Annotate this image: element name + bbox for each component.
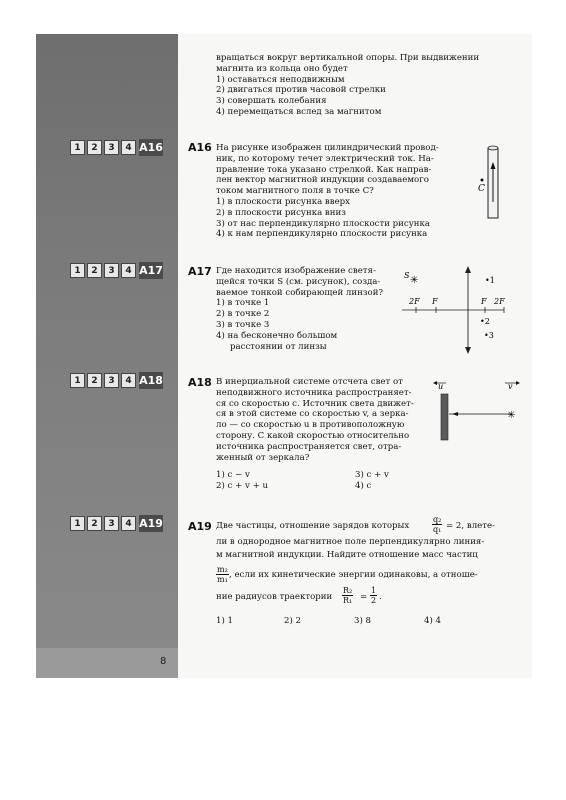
source-label: S: [404, 271, 410, 280]
a19-line-3: м магнитной индукции. Найдите отношение масс частиц: [216, 550, 478, 560]
answer-tab[interactable]: 1: [70, 263, 85, 278]
a18-options-right: [355, 470, 389, 492]
label-2f-right: 2F: [494, 297, 505, 306]
question-line: ся в этой системе со скоростью v, а зерка-: [216, 409, 409, 420]
a18-mirror-figure: [432, 380, 522, 442]
question-line: ся со скоростью c. Источник света движет-: [216, 398, 414, 409]
question-line: Где находится изображение светя-: [216, 266, 376, 276]
answer-option: 3) 8: [354, 616, 372, 626]
answer-option: 1) в плоскости рисунка вверх: [216, 196, 351, 207]
question-line: ваемое тонкой собирающей линзой?: [216, 287, 384, 298]
velocity-u-label: u: [438, 382, 444, 391]
label-f-right: F: [481, 297, 487, 306]
answer-option: 3) в точке 3: [216, 319, 270, 330]
intro-option: 4) перемещаться вслед за магнитом: [216, 106, 382, 117]
page-number: 8: [160, 656, 167, 667]
answer-tab[interactable]: 1: [70, 516, 85, 531]
v-arrowhead: [516, 381, 520, 385]
label-f-left: F: [432, 297, 438, 306]
a19-line-5: ние радиусов траектории: [216, 592, 333, 602]
fraction-denominator: q₁: [433, 525, 442, 534]
ray-arrowhead: [452, 412, 458, 416]
question-line: сторону. С какой скоростью относительно: [216, 430, 410, 441]
fraction-numerator: 1: [371, 586, 377, 595]
answer-tabs-a18: [70, 372, 163, 389]
a16-text: [216, 143, 439, 240]
answer-tab[interactable]: 2: [87, 263, 102, 278]
answer-option: 4) на бесконечно большом: [216, 330, 338, 341]
equals-sign: =: [360, 592, 368, 602]
question-line: ник, по которому течет электрический ток. На-: [216, 153, 434, 164]
answer-option: 1) c − v: [216, 470, 250, 480]
half-fraction: [370, 586, 377, 605]
answer-tabs-a19: [70, 515, 163, 532]
intro-line: магнита из кольца оно будет: [216, 63, 348, 74]
question-line: щейся точки S (см. рисунок), созда-: [216, 276, 381, 287]
intro-option: 3) совершать колебания: [216, 96, 327, 107]
period: .: [379, 592, 382, 602]
answer-option: 3) от нас перпендикулярно плоскости рисунка: [216, 218, 430, 229]
fraction-denominator: R₁: [343, 596, 353, 605]
question-line: током магнитного поля в точке C?: [216, 186, 374, 197]
answer-option: 1) 1: [216, 616, 234, 626]
a19-line-4: , если их кинетические энергии одинаковы, а отноше-: [229, 570, 478, 580]
intro-option: 1) оставаться неподвижным: [216, 74, 345, 85]
velocity-v-label: v: [508, 382, 513, 391]
question-code: A17: [139, 264, 163, 277]
a17-lens-figure: [400, 266, 510, 356]
mirror: [441, 394, 448, 440]
sidebar-strip: [36, 34, 178, 678]
answer-tab[interactable]: 4: [121, 263, 136, 278]
a17-text: [216, 266, 383, 352]
question-number: A16: [188, 141, 212, 154]
question-number: A17: [188, 265, 212, 278]
answer-tabs-a16: [70, 139, 163, 156]
question-number: A18: [188, 376, 212, 389]
answer-tab[interactable]: 1: [70, 373, 85, 388]
answer-tab[interactable]: 3: [104, 516, 119, 531]
question-line: лен вектор магнитной индукции создаваемого: [216, 175, 429, 186]
answer-option: 2) c + v + u: [216, 480, 269, 491]
answer-option: расстоянии от линзы: [230, 341, 327, 352]
point-1-label: •1: [485, 276, 495, 285]
question-line: ло — со скоростью u в противоположную: [216, 420, 405, 431]
fraction-numerator: R₂: [343, 586, 353, 595]
charge-ratio-fraction: [432, 515, 442, 534]
answer-option: 2) в плоскости рисунка вниз: [216, 207, 346, 218]
answer-option: 1) в точке 1: [216, 298, 270, 309]
radius-ratio-fraction: [342, 586, 353, 605]
lens-arrow-top: [465, 266, 471, 273]
question-line: правление тока указано стрелкой. Как направ-: [216, 164, 432, 175]
answer-tab[interactable]: 3: [104, 373, 119, 388]
question-number: A19: [188, 520, 212, 533]
question-code: A18: [139, 374, 163, 387]
a18-text: [216, 377, 414, 463]
a18-options-left: [216, 470, 268, 492]
intro-text: [216, 53, 479, 118]
intro-option: 2) двигаться против часовой стрелки: [216, 85, 386, 96]
fraction-denominator: m₁: [217, 575, 228, 584]
question-code: A16: [139, 141, 163, 154]
answer-tab[interactable]: 2: [87, 373, 102, 388]
a19-line-1b: = 2, влете-: [446, 521, 495, 531]
a16-conductor-figure: [478, 144, 518, 224]
answer-option: 4) 4: [424, 616, 442, 626]
question-line: источника распространяется свет, отра-: [216, 441, 402, 452]
lens-arrow-bottom: [465, 347, 471, 354]
fraction-denominator: 2: [371, 596, 377, 605]
source-star-icon: ✳: [410, 275, 419, 286]
intro-line: вращаться вокруг вертикальной опоры. При выдвижении: [216, 53, 480, 63]
point-c-label: C: [478, 184, 485, 194]
question-line: В инерциальной системе отсчета свет от: [216, 377, 403, 387]
fraction-numerator: q₂: [433, 515, 442, 524]
fraction-numerator: m₂: [217, 565, 228, 574]
question-code: A19: [139, 517, 163, 530]
answer-tab[interactable]: 1: [70, 140, 85, 155]
a19-line-2: ли в однородное магнитное поле перпендикулярно линия-: [216, 537, 485, 547]
answer-tab[interactable]: 2: [87, 140, 102, 155]
answer-tab[interactable]: 3: [104, 140, 119, 155]
conductor-top: [488, 146, 498, 150]
answer-option: 3) c + v: [355, 470, 389, 480]
answer-option: 2) в точке 2: [216, 309, 270, 320]
mass-ratio-fraction: [216, 565, 229, 584]
answer-tab[interactable]: 4: [121, 140, 136, 155]
sidebar-footer: [36, 648, 178, 678]
question-line: неподвижного источника распространяет-: [216, 387, 412, 398]
answer-option: 2) 2: [284, 616, 302, 626]
question-text: Две частицы, отношение зарядов которых: [216, 521, 410, 531]
answer-tabs-a17: [70, 262, 163, 279]
point-3-label: •3: [484, 331, 494, 340]
u-arrowhead: [433, 381, 437, 385]
answer-tab[interactable]: 2: [87, 516, 102, 531]
answer-option: 4) к нам перпендикулярно плоскости рисунка: [216, 229, 428, 240]
question-line: На рисунке изображен цилиндрический провод-: [216, 143, 439, 153]
a19-line-1: [216, 521, 409, 532]
point-c-dot: [481, 179, 484, 182]
answer-tab[interactable]: 4: [121, 373, 136, 388]
answer-tab[interactable]: 3: [104, 263, 119, 278]
answer-option: 4) c: [355, 480, 372, 491]
light-source-icon: ✳: [507, 410, 516, 421]
answer-tab[interactable]: 4: [121, 516, 136, 531]
point-2-label: •2: [480, 317, 490, 326]
question-line: женный от зеркала?: [216, 452, 310, 463]
label-2f-left: 2F: [409, 297, 420, 306]
